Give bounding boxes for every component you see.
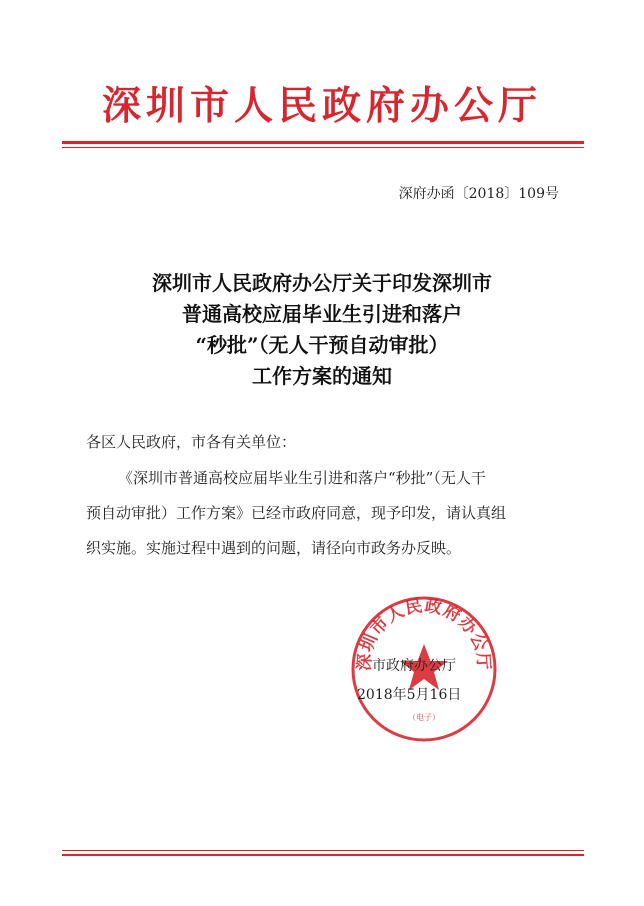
- seal-ring-text: 深圳市人民政府办公厅: [354, 596, 494, 672]
- footer-rule-thick: [62, 854, 584, 856]
- document-title-line: “秒批”（无人干预自动审批）: [195, 333, 449, 357]
- signature-office: 市政府办公厅: [372, 658, 456, 674]
- document-title-line: 普通高校应届毕业生引进和落户: [182, 302, 462, 326]
- footer-rule-thin: [62, 850, 584, 851]
- body-paragraph-line: 预自动审批）工作方案》已经市政府同意，现予印发，请认真组: [86, 504, 507, 522]
- document-title: [0, 268, 644, 392]
- addressee: 各区人民政府，市各有关单位：: [86, 433, 297, 451]
- document-title-line: 工作方案的通知: [252, 364, 392, 388]
- document-number: 深府办函〔2018〕109号: [398, 186, 559, 202]
- body-paragraph-line: 《深圳市普通高校应届毕业生引进和落户“秒批”（无人干: [118, 469, 486, 487]
- seal-bottom-text: （电子）: [408, 713, 440, 722]
- header-rule-thick: [62, 141, 584, 144]
- document-title-line: 深圳市人民政府办公厅关于印发深圳市: [152, 271, 492, 295]
- body-paragraph-line: 织实施。实施过程中遇到的问题，请径向市政务办反映。: [86, 539, 462, 557]
- issuer-header-title: 深圳市人民政府办公厅: [101, 83, 542, 129]
- header-rule-thin: [62, 147, 584, 148]
- signature-date: 2018年5月16日: [357, 687, 462, 703]
